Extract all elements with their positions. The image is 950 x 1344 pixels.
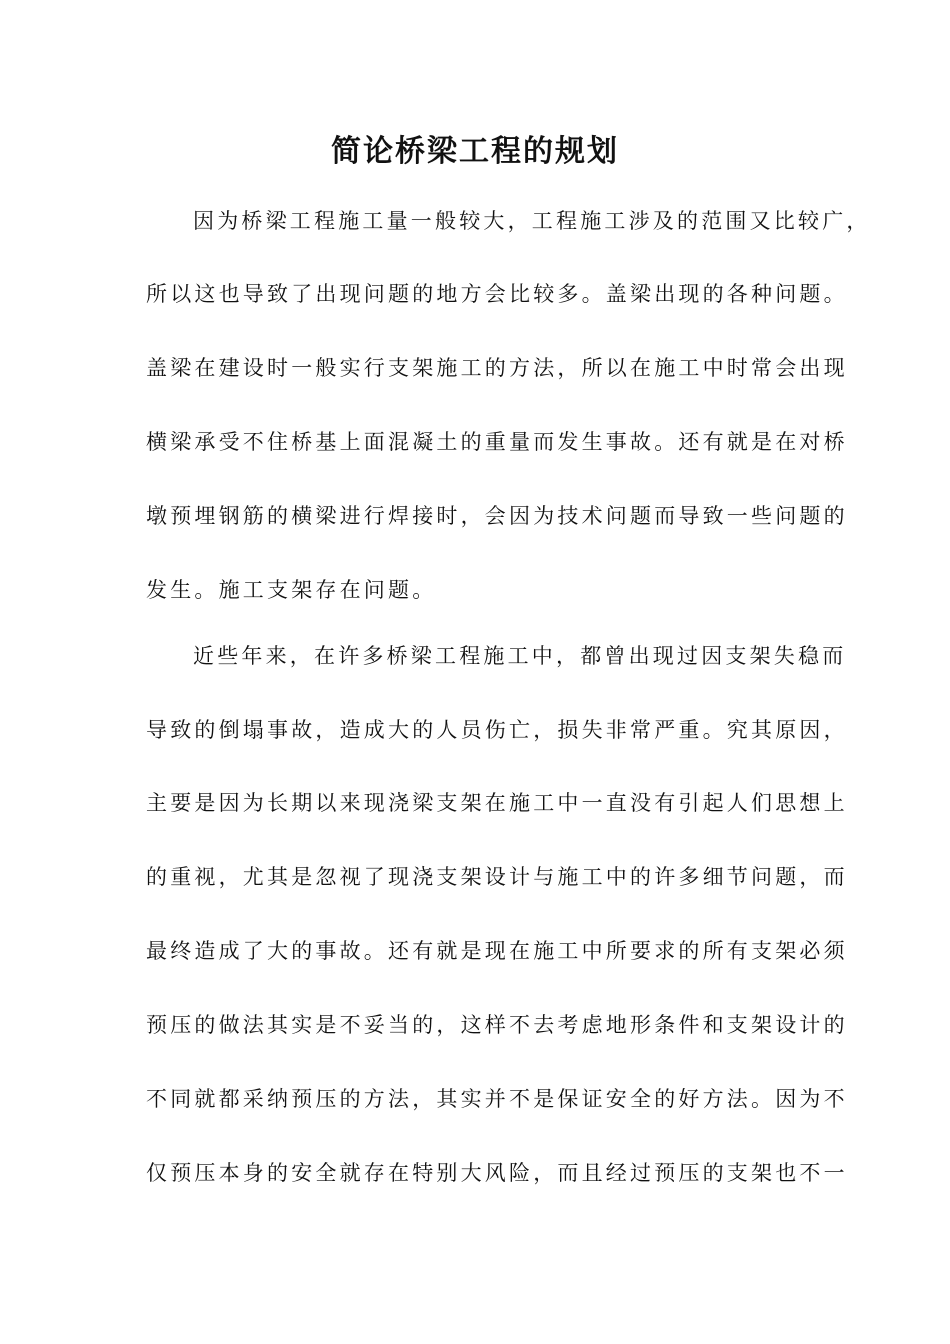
text-line: 近些年来，在许多桥梁工程施工中，都曾出现过因支架失稳而 [193,644,847,668]
document-title: 简论桥梁工程的规划 [331,134,619,169]
text-line: 最终造成了大的事故。还有就是现在施工中所要求的所有支架必须 [146,939,848,963]
text-line: 的重视，尤其是忽视了现浇支架设计与施工中的许多细节问题，而 [146,865,848,889]
text-line: 所以这也导致了出现问题的地方会比较多。盖梁出现的各种问题。 [146,282,848,306]
text-line: 因为桥梁工程施工量一般较大，工程施工涉及的范围又比较广， [193,209,871,233]
text-line: 导致的倒塌事故，造成大的人员伤亡，损失非常严重。究其原因， [146,718,848,742]
text-line: 发生。施工支架存在问题。 [146,578,437,602]
text-line: 预压的做法其实是不妥当的，这样不去考虑地形条件和支架设计的 [146,1013,848,1037]
text-line: 盖梁在建设时一般实行支架施工的方法，所以在施工中时常会出现 [146,356,848,380]
text-line: 横梁承受不住桥基上面混凝土的重量而发生事故。还有就是在对桥 [146,430,848,454]
text-line: 主要是因为长期以来现浇梁支架在施工中一直没有引起人们思想上 [146,791,848,815]
text-line: 仅预压本身的安全就存在特别大风险，而且经过预压的支架也不一 [146,1161,848,1185]
text-line: 不同就都采纳预压的方法，其实并不是保证安全的好方法。因为不 [146,1087,848,1111]
text-line: 墩预埋钢筋的横梁进行焊接时，会因为技术问题而导致一些问题的 [146,504,848,528]
